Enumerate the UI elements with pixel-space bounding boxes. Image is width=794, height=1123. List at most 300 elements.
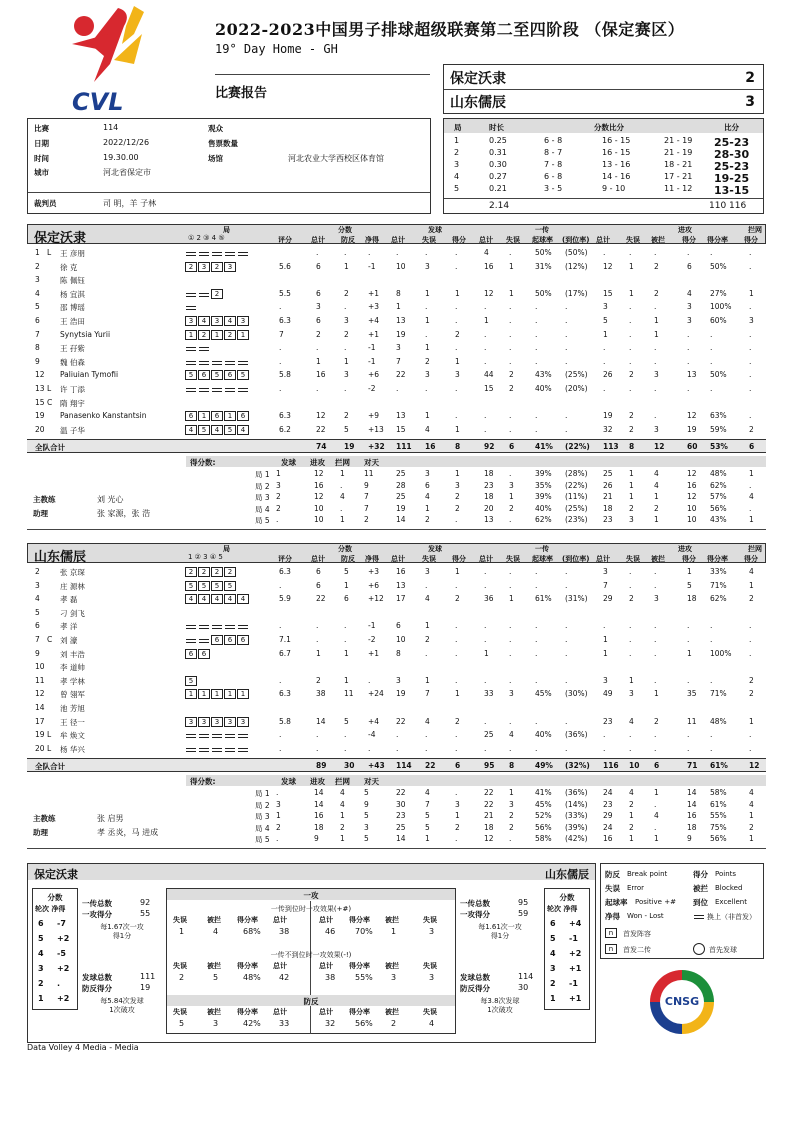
sub-head-err: 失误: [506, 236, 520, 244]
divider: [27, 529, 766, 530]
home-team-header: [27, 224, 766, 244]
stat-bk: .: [749, 329, 752, 339]
sub-marker-icon: [198, 357, 210, 367]
stat-rx: (36%): [565, 730, 588, 740]
per-set-cell: 40%: [535, 503, 552, 513]
per-set-cell: 1: [629, 480, 634, 490]
stat-at: 23: [603, 716, 613, 726]
per-set-cell: 25: [396, 469, 406, 479]
per-set-cell: 1: [276, 811, 281, 821]
player-no: 10: [35, 662, 45, 672]
stat-re: .: [509, 743, 512, 753]
a-note1: 每1.61次一攻: [478, 923, 522, 931]
rotation-box: 3: [198, 717, 210, 727]
per-set-subhead: 进攻: [310, 777, 325, 787]
per-set-cell: 18: [484, 469, 494, 479]
stat-rt: .: [484, 329, 487, 339]
stat-ae: .: [629, 316, 632, 325]
sub-head-bp: 防反: [341, 236, 355, 244]
stat-bp: 1: [344, 356, 349, 366]
stat-tot: 2: [316, 329, 321, 339]
stat-net: -1: [368, 621, 376, 631]
a-sideout: 59: [518, 909, 529, 918]
total-tot: 89: [316, 761, 327, 771]
total-points: 110 116: [709, 201, 747, 211]
per-set-cell: 2: [629, 822, 634, 832]
stat-sp: .: [455, 635, 458, 644]
stat-re: 1: [509, 594, 514, 604]
player-no: 2: [35, 567, 40, 576]
sub-head-blk: 被拦: [651, 236, 665, 244]
stat-se: 3: [425, 370, 430, 380]
stat-tot: 6: [316, 567, 321, 576]
stat-rx: .: [565, 716, 568, 726]
stat-tot: 2: [316, 675, 321, 685]
rotation-box: 5: [185, 370, 197, 380]
per-set-cell: 18: [484, 492, 494, 502]
stat-ae: .: [629, 635, 632, 644]
per-set-cell: 14: [396, 834, 406, 844]
rotation-box: 4: [185, 425, 197, 435]
per-set-cell: 23: [603, 799, 613, 809]
stat-st: 13: [396, 580, 406, 590]
set-cell: 2: [454, 148, 460, 157]
stat-at: .: [603, 384, 606, 393]
per-set-cell: 1: [749, 515, 754, 525]
per-set-cell: 9: [687, 834, 692, 844]
stat-at: .: [603, 343, 606, 353]
per-set-cell: .: [276, 834, 279, 844]
per-set-cell: 35%: [535, 480, 552, 490]
stat-apc: 50%: [710, 370, 727, 380]
per-set-cell: 4: [749, 492, 754, 502]
per-set-cell: 10: [687, 515, 697, 525]
set-cell: 13-15: [714, 184, 750, 197]
per-set-cell: 2: [364, 515, 369, 525]
sub-marker-icon: [224, 621, 236, 631]
date-label: 日期: [34, 139, 49, 148]
player-row: [27, 287, 766, 301]
sub-head-tot: 总计: [479, 555, 493, 563]
rotation-box: 2: [185, 262, 197, 272]
player-name: 刘 濠: [60, 636, 78, 645]
stat-ae: .: [629, 384, 632, 393]
stat-bk: .: [749, 743, 752, 753]
stat-bk: .: [749, 411, 752, 421]
sub-head-exc: (到位率): [562, 555, 590, 563]
per-set-cell: 14: [396, 515, 406, 525]
per-set-cell: .: [509, 469, 512, 479]
stat-at: 1: [603, 329, 608, 339]
sub-head-bpts: 得分: [744, 555, 758, 563]
player-row: [27, 633, 766, 647]
stat-rp: 31%: [535, 261, 552, 271]
stat-ev: .: [279, 356, 282, 366]
rotation-box: 3: [185, 316, 197, 326]
stat-apc: .: [710, 329, 713, 339]
stat-bk: .: [749, 343, 752, 353]
sub-head-tot: 总计: [479, 236, 493, 244]
center-value: 4: [429, 1019, 435, 1028]
stat-re: .: [509, 675, 512, 685]
player-no: 4: [35, 594, 40, 604]
stat-ae: .: [629, 621, 632, 631]
set-cell: 0.25: [489, 136, 507, 145]
home-rotation-box: [32, 888, 78, 1010]
per-set-cell: 2: [509, 822, 514, 832]
per-set-cell: 41%: [535, 788, 552, 798]
center-head: 被拦: [385, 1008, 399, 1016]
col-head-recv: 一传: [535, 226, 549, 234]
sub-head-err: 失误: [506, 555, 520, 563]
stat-re: 2: [509, 370, 514, 380]
rotation-box: 5: [185, 581, 197, 591]
stat-sp: .: [455, 675, 458, 685]
stat-se: .: [425, 743, 428, 753]
per-set-cell: 10: [314, 515, 324, 525]
total-net: +43: [368, 761, 385, 771]
legend-net: 净得: [605, 912, 620, 921]
center-value: 3: [429, 927, 435, 936]
sub-head-tot: 总计: [596, 236, 610, 244]
player-no: 5: [35, 302, 40, 312]
per-set-cell: (25%): [565, 503, 588, 513]
stat-sp: 1: [455, 288, 460, 298]
sub-marker-icon: [185, 621, 197, 631]
center-head: 失误: [173, 962, 187, 970]
total-bp: 19: [344, 442, 355, 452]
stat-rx: (31%): [565, 594, 588, 604]
stat-ab: 2: [654, 716, 659, 726]
total-ap: 71: [687, 761, 698, 771]
player-no: 4: [35, 288, 40, 298]
set-cell: 9 - 10: [602, 184, 626, 193]
stat-tot: 3: [316, 302, 321, 312]
legend-first-serve: 首先发球: [709, 946, 737, 954]
center-value: 5: [213, 973, 219, 982]
player-name: 王 径一: [60, 717, 85, 727]
per-set-row: [27, 469, 766, 480]
rotation-box: 2: [224, 330, 236, 340]
total-bk: 6: [749, 442, 755, 452]
venue: 河北农业大学西校区体育馆: [288, 154, 384, 163]
home-team-total: [27, 439, 766, 453]
total-ab: 12: [654, 442, 665, 452]
per-set-cell: 43%: [710, 515, 727, 525]
player-name: 邵 博瑶: [60, 303, 85, 313]
center-value: 38: [279, 927, 290, 936]
per-set-cell: 16: [314, 811, 324, 821]
per-set-cell: 11: [364, 469, 374, 479]
stat-tot: .: [316, 635, 319, 644]
away-per-set-head: [186, 775, 766, 786]
stat-rt: .: [484, 302, 487, 312]
per-set-cell: 1: [340, 811, 345, 821]
center-value: 3: [429, 973, 435, 982]
stat-sp: .: [455, 730, 458, 740]
center-head: 得分率: [237, 916, 258, 924]
per-set-cell: 4: [425, 788, 430, 798]
center-head: 总计: [273, 962, 287, 970]
per-set-cell: (39%): [565, 822, 588, 832]
rotation-net: -1: [569, 934, 578, 943]
center-value: 70%: [355, 927, 373, 936]
per-set-cell: 62%: [535, 515, 552, 525]
stat-bk: .: [749, 621, 752, 631]
rotation-number: 4: [550, 949, 556, 958]
legend-blk: 被拦: [693, 884, 708, 893]
stat-tot: 22: [316, 424, 326, 434]
away-team-header: [27, 543, 766, 563]
stat-rp: 40%: [535, 384, 552, 393]
a-serve-total-label: 发球总数: [460, 973, 490, 982]
stat-ab: .: [654, 302, 657, 312]
per-set-cell: 2: [340, 822, 345, 832]
stat-net: -2: [368, 384, 376, 393]
center-head: 得分率: [349, 1008, 370, 1016]
per-set-cell: 2: [276, 492, 281, 502]
stat-net: .: [368, 743, 371, 753]
stat-bk: .: [749, 356, 752, 366]
sub-marker-icon: [224, 248, 236, 258]
away-rotation-box: [544, 888, 590, 1010]
stat-bk: .: [749, 384, 752, 393]
rotation-box: 4: [224, 594, 236, 604]
stat-net: +6: [368, 580, 380, 590]
center-value: 48%: [243, 973, 261, 982]
legend-sub: 换上（非首发）: [707, 913, 756, 921]
set-cell: 28-30: [714, 148, 750, 161]
stat-ev: .: [279, 302, 282, 312]
stat-at: 15: [603, 288, 613, 298]
stat-apc: .: [710, 635, 713, 644]
player-sets: [185, 411, 249, 421]
stat-se: 1: [425, 621, 430, 631]
stat-net: -2: [368, 635, 376, 644]
stat-ab: 2: [654, 261, 659, 271]
rotation-box: 4: [211, 594, 223, 604]
player-no: 12: [35, 689, 45, 699]
player-no: 7: [35, 635, 40, 644]
per-set-cell: 4: [425, 492, 430, 502]
stat-net: +4: [368, 316, 380, 325]
per-set-cell: 2: [276, 503, 281, 513]
center-value: 68%: [243, 927, 261, 936]
per-set-cell: 16: [314, 480, 324, 490]
stat-ae: 1: [629, 261, 634, 271]
total-apc: 53%: [710, 442, 728, 452]
stat-sp: .: [455, 384, 458, 393]
sub-marker-icon: [198, 730, 210, 740]
player-name: 刘 丰浩: [60, 649, 85, 659]
per-set-cell: 局 3: [255, 493, 270, 503]
sub-head-tot: 总计: [391, 555, 405, 563]
set-cell: 6 - 8: [544, 172, 563, 181]
stat-rt: 16: [484, 261, 494, 271]
per-set-cell: 24: [603, 788, 613, 798]
total-se: 16: [425, 442, 436, 452]
center-head: 失误: [423, 916, 437, 924]
stat-rt: 44: [484, 370, 494, 380]
rotation-number: 3: [38, 964, 44, 973]
stat-se: 4: [425, 716, 430, 726]
center-head: 得分率: [237, 1008, 258, 1016]
sub-marker-icon: [198, 248, 210, 258]
stat-ae: .: [629, 248, 632, 257]
per-set-cell: 55%: [710, 811, 727, 821]
center-value: 4: [213, 927, 219, 936]
per-set-cell: 2: [629, 503, 634, 513]
total-duration: 2.14: [489, 201, 510, 211]
coach-label: 主教练: [33, 495, 56, 505]
player-no: 2: [35, 261, 40, 271]
rotation-box: 4: [185, 594, 197, 604]
stat-bp: .: [344, 302, 347, 312]
stat-st: 22: [396, 370, 406, 380]
stat-apc: 63%: [710, 411, 727, 421]
stat-st: 19: [396, 329, 406, 339]
col-head-block: 拦网: [748, 545, 762, 553]
legend-exc-en: Excellent: [715, 898, 747, 906]
cnsg-text: CNSG: [664, 995, 700, 1008]
legend-setter: 首发二传: [623, 946, 651, 954]
per-set-cell: 26: [603, 480, 613, 490]
stat-ab: .: [654, 384, 657, 393]
stat-rp: .: [535, 621, 538, 631]
sub-head-tot: 总计: [311, 555, 325, 563]
rotation-net: +4: [569, 919, 582, 928]
total-apc: 61%: [710, 761, 728, 771]
set-number-heads: 1 ② 3 ④ 5: [188, 553, 223, 561]
rotation-box: 3: [224, 717, 236, 727]
stat-rx: .: [565, 567, 568, 576]
stat-re: .: [509, 248, 512, 257]
stat-net: +12: [368, 594, 384, 604]
stat-bk: 1: [749, 580, 754, 590]
stat-sp: .: [455, 248, 458, 257]
h-note1b: 得1分: [112, 932, 132, 940]
stat-rx: .: [565, 648, 568, 658]
per-set-cell: 12: [687, 492, 697, 502]
player-sets: [185, 425, 249, 435]
col-head-atk: 进攻: [678, 226, 692, 234]
per-set-cell: 6: [425, 480, 430, 490]
stat-ae: .: [629, 743, 632, 753]
a-bp: 30: [518, 983, 529, 992]
a-note2: 每3.8次发球: [480, 997, 520, 1005]
rotation-box: 3: [237, 717, 249, 727]
stat-rp: .: [535, 329, 538, 339]
center-head: 被拦: [385, 916, 399, 924]
stat-rt: .: [484, 743, 487, 753]
player-sets: [185, 730, 249, 740]
rotation-box: 1: [224, 689, 236, 699]
player-name: Panasenko Kanstantsin: [60, 411, 147, 421]
stat-sp: .: [455, 343, 458, 353]
sub-marker-icon: [198, 621, 210, 631]
stat-ap: .: [687, 730, 690, 740]
stat-net: +1: [368, 329, 380, 339]
player-sets: [185, 343, 210, 353]
per-set-cell: 1: [654, 492, 659, 502]
page-title: 2022-2023中国男子排球超级联赛第二至四阶段 （保定赛区）: [215, 20, 685, 39]
player-name: 魏 伯森: [60, 357, 85, 367]
h-sideout: 55: [140, 909, 151, 918]
rotation-net: +2: [569, 949, 582, 958]
stat-apc: .: [710, 248, 713, 257]
total-sp: 8: [455, 442, 461, 452]
per-set-cell: 3: [509, 799, 514, 809]
stat-se: .: [425, 384, 428, 393]
total-bk: 12: [749, 761, 760, 771]
per-set-cell: 48%: [710, 469, 727, 479]
stat-net: +3: [368, 302, 380, 312]
h-recv-total-label: 一传总数: [82, 899, 112, 908]
per-set-subhead: 对天: [364, 458, 379, 468]
sub-marker-icon: [198, 289, 210, 299]
player-name: 孝 学林: [60, 676, 85, 686]
legend-pos: 起球率: [605, 898, 628, 907]
time-label: 时间: [34, 154, 49, 163]
player-no: 13: [35, 384, 45, 393]
per-set-cell: 2: [276, 822, 281, 832]
sub-head-err: 失误: [626, 236, 640, 244]
page-subtitle: 19° Day Home - GH: [215, 42, 338, 56]
stat-ae: .: [629, 648, 632, 658]
per-set-cell: 18: [484, 822, 494, 832]
center-value: 1: [391, 927, 397, 936]
total-sp: 6: [455, 761, 461, 771]
rotation-box: 6: [224, 370, 236, 380]
center-value: 2: [179, 973, 185, 982]
per-set-subhead: 发球: [281, 777, 296, 787]
player-name: 李 道帅: [60, 663, 85, 673]
center-head: 被拦: [207, 916, 221, 924]
coach-name: 刘 光心: [97, 495, 124, 505]
center-head: 得分率: [237, 962, 258, 970]
stat-ab: .: [654, 411, 657, 421]
center-value: 38: [325, 973, 336, 982]
city-label: 城市: [34, 168, 49, 177]
player-sets: [185, 248, 249, 258]
home-sets: 2: [745, 70, 755, 86]
per-set-cell: 16: [687, 480, 697, 490]
per-set-cell: 4: [654, 480, 659, 490]
set-col-head: 局: [454, 123, 462, 132]
h-serve-total-label: 发球总数: [82, 973, 112, 982]
rotation-box: 3: [185, 717, 197, 727]
stat-rt: .: [484, 621, 487, 631]
center-head: 总计: [273, 916, 287, 924]
per-set-cell: 23: [396, 811, 406, 821]
per-set-cell: 5: [364, 788, 369, 798]
stat-at: .: [603, 743, 606, 753]
stat-ap: .: [687, 635, 690, 644]
per-set-cell: 12: [484, 834, 494, 844]
player-no: 1: [35, 248, 40, 257]
col-head-serve: 发球: [428, 226, 442, 234]
center-head: 总计: [319, 916, 333, 924]
player-no: 19: [35, 730, 45, 740]
rotation-box: 4: [224, 316, 236, 326]
set-cell: 0.30: [489, 160, 507, 169]
sub-marker-icon: [211, 730, 223, 740]
stat-rt: 4: [484, 248, 489, 257]
divider: [27, 848, 766, 849]
sub-marker-icon: [211, 384, 223, 394]
city: 河北省保定市: [103, 168, 151, 177]
stat-apc: 27%: [710, 288, 727, 298]
